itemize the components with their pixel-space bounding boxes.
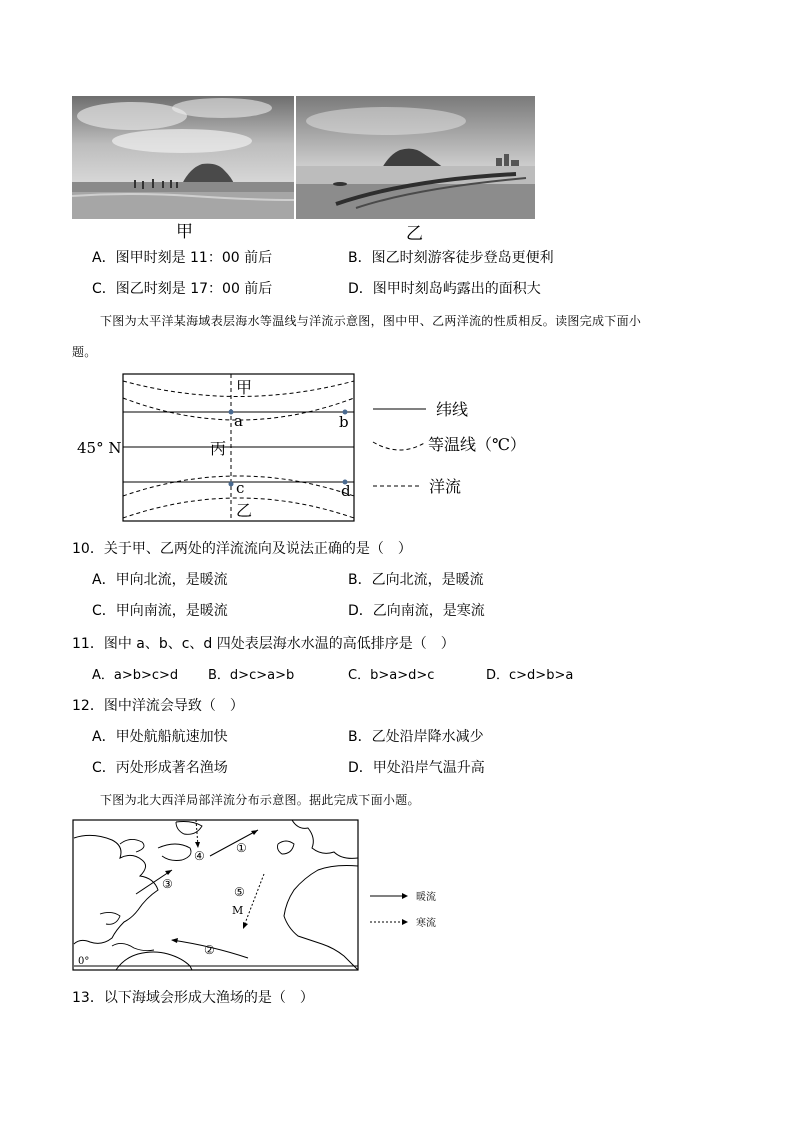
figure-north-atlantic-currents xyxy=(72,818,452,973)
legend-latitude-label: 纬线 xyxy=(436,400,469,419)
photo-yi xyxy=(296,96,535,219)
south-america-coast xyxy=(116,952,192,970)
arrowhead xyxy=(195,842,200,848)
q9-option-b[interactable]: B．图乙时刻游客徒步登岛更便利 xyxy=(348,250,554,266)
figure-pacific-isotherm xyxy=(60,368,540,526)
europe-coast xyxy=(292,820,358,858)
label-b: b xyxy=(339,413,349,431)
point-a-marker xyxy=(229,410,234,415)
legend-isotherm-label: 等温线（℃） xyxy=(428,435,526,454)
q11-option-b[interactable]: B．d>c>a>b xyxy=(208,668,295,683)
label-current-3: ③ xyxy=(162,877,173,891)
florida-coast xyxy=(100,912,120,924)
q11-stem: 11．图中 a、b、c、d 四处表层海水水温的高低排序是（ ） xyxy=(72,636,455,652)
legend-cold-label: 寒流 xyxy=(416,918,436,929)
arrowhead xyxy=(171,938,178,943)
q10-option-b[interactable]: B．乙向北流，是暖流 xyxy=(348,572,484,588)
arrowhead xyxy=(251,830,258,835)
q12-option-a[interactable]: A．甲处航船航速加快 xyxy=(92,729,228,745)
north-america-coast xyxy=(74,835,158,944)
q12-stem: 12．图中洋流会导致（ ） xyxy=(72,698,244,714)
newfoundland-coast xyxy=(158,844,191,861)
photo-jia-caption: 甲 xyxy=(176,222,193,242)
label-a: a xyxy=(234,412,243,430)
q12-option-d[interactable]: D．甲处沿岸气温升高 xyxy=(348,760,485,776)
legend-warm-label: 暖流 xyxy=(416,892,436,903)
equator-label: 0° xyxy=(78,956,90,967)
label-d: d xyxy=(341,482,351,500)
q9-option-d[interactable]: D．图甲时刻岛屿露出的面积大 xyxy=(348,281,541,297)
label-current-2: ② xyxy=(204,943,215,957)
label-c: c xyxy=(236,479,245,497)
q10-option-d[interactable]: D．乙向南流，是寒流 xyxy=(348,603,485,619)
arrowhead xyxy=(402,919,408,925)
label-current-1: ① xyxy=(236,841,247,855)
point-c-marker xyxy=(229,482,234,487)
q13-stem: 13．以下海域会形成大渔场的是（ ） xyxy=(72,990,314,1006)
caribbean-islands xyxy=(112,943,154,950)
intro-figure2: 下图为北大西洋局部洋流分布示意图。据此完成下面小题。 xyxy=(100,793,420,807)
arrowhead xyxy=(243,922,248,929)
q9-option-a[interactable]: A．图甲时刻是 11：00 前后 xyxy=(92,250,273,266)
latitude-45n-label: 45° N xyxy=(77,439,122,457)
q11-option-a[interactable]: A．a>b>c>d xyxy=(92,668,179,683)
arrowhead xyxy=(402,893,408,899)
label-m: M xyxy=(232,904,244,917)
legend-current-label: 洋流 xyxy=(429,477,462,496)
coast-detail xyxy=(120,839,144,852)
q12-option-b[interactable]: B．乙处沿岸降水减少 xyxy=(348,729,484,745)
label-yi: 乙 xyxy=(236,501,253,520)
current-1-arrow xyxy=(210,830,258,856)
q9-option-c[interactable]: C．图乙时刻是 17：00 前后 xyxy=(92,281,273,297)
q11-option-c[interactable]: C．b>a>d>c xyxy=(348,668,435,683)
q10-stem: 10．关于甲、乙两处的洋流流向及说法正确的是（ ） xyxy=(72,541,412,557)
q10-option-a[interactable]: A．甲向北流，是暖流 xyxy=(92,572,228,588)
british-isles xyxy=(278,841,295,854)
legend-isotherm-symbol xyxy=(373,442,426,450)
photo-jia xyxy=(72,96,294,219)
greenland-coast xyxy=(176,822,202,835)
photo-yi-caption: 乙 xyxy=(406,224,423,244)
current-5-arrow xyxy=(244,874,264,926)
intro-figure1-line2: 题。 xyxy=(72,345,97,359)
label-current-5: ⑤ xyxy=(234,885,245,899)
q12-option-c[interactable]: C．丙处形成著名渔场 xyxy=(92,760,228,776)
label-bing: 丙 xyxy=(210,439,227,458)
africa-coast xyxy=(284,866,358,971)
label-jia: 甲 xyxy=(236,378,253,397)
label-current-4: ④ xyxy=(194,849,205,863)
intro-figure1-line1: 下图为太平洋某海域表层海水等温线与洋流示意图，图中甲、乙两洋流的性质相反。读图完成下面小 xyxy=(100,314,642,328)
q10-option-c[interactable]: C．甲向南流，是暖流 xyxy=(92,603,228,619)
q11-option-d[interactable]: D．c>d>b>a xyxy=(486,668,574,683)
